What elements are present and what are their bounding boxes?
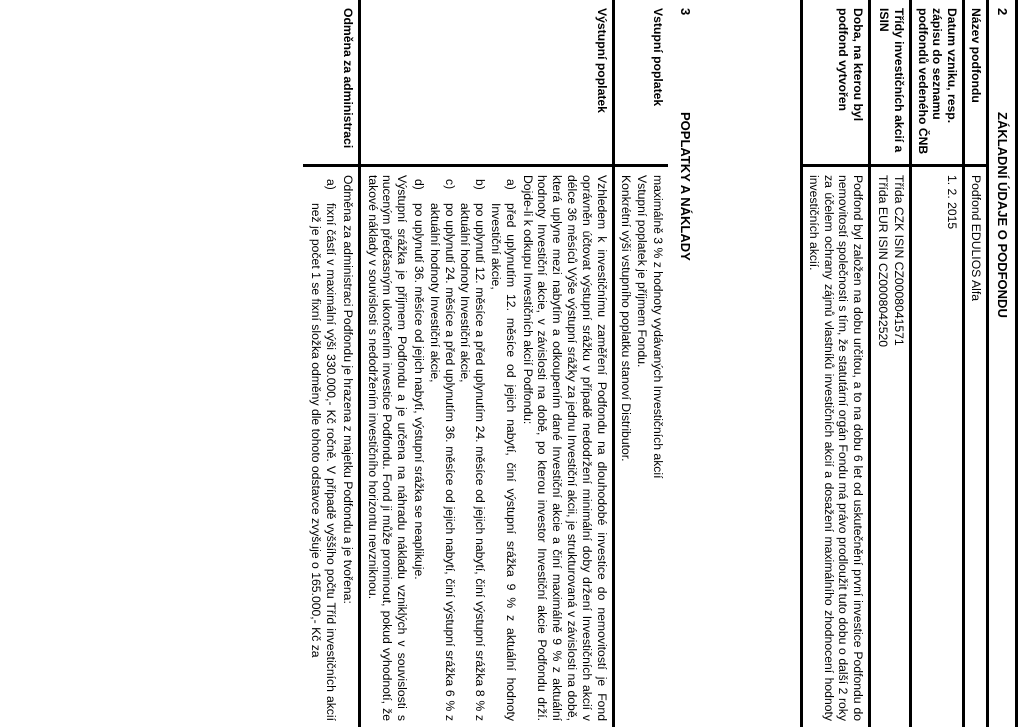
section-3-title: POPLATKY A NÁKLADY [678,112,693,261]
list-marker: c) [442,179,457,190]
admin-fee-value [303,166,359,727]
table-row [303,0,359,727]
section-2-number: 2 [995,8,1010,16]
entry-fee-line: maximálně 3 % z hodnoty vydávaných Investičních akcií [651,175,665,479]
list-marker: d) [412,179,427,190]
admin-fee-label: Odměna za administraci [340,8,355,149]
table-row [910,0,963,727]
list-item [488,179,518,721]
entry-fee-line: Vstupní poplatek je příjmem Fondu. [635,175,650,368]
table-row [359,0,613,727]
list-marker: a) [324,179,339,190]
list-marker: a) [503,179,518,190]
row-label: Datum vzniku, resp. zápisu do seznamu podfondů vedeného ČNB [910,0,963,166]
fees-table [303,0,668,727]
entry-fee-line: Konkrétní výši vstupního poplatku stanoví Distributor. [619,175,634,462]
isin-line: Třída CZK ISIN CZ0008041571 [891,175,906,346]
exit-fee-outro: Výstupní srážka je příjmem Podfondu a je určena na náhradu nákladu vzniklých v souvislosti s nuceným předčasným ukončením investice Podfondu. Fond ji může prominout, pokud vyhodnotí, že takové náklady v souvislosti s nedodržením investičního horizontu nevzniknou. [365,175,410,721]
list-item [427,179,457,721]
list-item-text: po uplynutí 36. měsíce od jejich nabytí, výstupní srážka se neaplikuje. [412,203,427,580]
entry-fee-label: Vstupní poplatek [613,0,668,166]
entry-fee-value [613,166,668,727]
list-item [411,179,427,721]
row-value: Podfond byl založen na dobu určitou, a to na dobu 6 let od uskutečnění první investice Podfondu do nemovitostí společnosti s tím, že statutární orgán Fondu má právo prodloužit tuto dobu o další 2 roky za účelem ochrany zájmů vlastníků investičních akcií a dosažení maximálního zhodnocení hodnoty investičních akcií. [802,166,870,727]
exit-fee-intro: Vzhledem k investičnímu zaměření Podfondu na dlouhodobé investice do nemovitostí je Fond oprávněn účtovat výstupní srážku v případě nedodržení minimální doby držení Investičních akcií v délce 36 měsíců Výše výstupní srážky za jednu Investiční akcii, je strukturovaná v závislosti na době, která uplyne mezi nabytím a odkoupením dané Investiční akcie a činí maximálně 9 % z aktuální hodnoty Investiční akcie, v závislosti na době, po kterou investor Investiční akcie Podfondu drží. Dojde-li k odkupu Investičních akcií Podfondu: [520,175,609,721]
list-item [308,179,339,721]
exit-fee-value [359,166,613,727]
table-row [870,0,911,727]
row-label: Název podfondu [964,0,986,166]
row-value [870,166,911,727]
list-item-text: po uplynutí 24. měsíce a před uplynutím 36. měsíce od jejich nabytí, činí výstupní srážka 6 % z aktuální hodnoty Investiční akcie, [427,203,457,721]
table-row [802,0,870,727]
table-row [964,0,986,727]
admin-fee-list [308,175,338,721]
basic-info-table [800,0,986,727]
section-2-title: ZÁKLADNÍ ÚDAJE O PODFONDU [995,112,1010,318]
exit-fee-label: Výstupní poplatek [359,0,613,166]
isin-line: Třída EUR ISIN CZ0008042520 [876,175,891,348]
list-item-text: po uplynutí 12. měsíce a před uplynutím 24. měsíce od jejich nabytí, činí výstupní srážka 8 % z aktuální hodnoty Investiční akcie, [458,203,488,721]
table-row [613,0,668,727]
section-2-header [986,0,1018,727]
list-item [458,179,488,721]
row-value: 1. 2. 2015 [910,166,963,727]
section-3-number: 3 [678,8,693,16]
row-label: Třídy investičních akcií a ISIN [870,0,911,166]
list-item-text: fixní částí v maximální výši 330.000,- Kč ročně. V případě vyššího počtu Tříd investičních akcií než je počet 1 se fixní složka odměny dle tohoto odstavce zvyšuje o 165.000,- Kč za [309,203,339,721]
row-label: Doba, na kterou byl podfond vytvořen [802,0,870,166]
admin-fee-intro: Odměna za administraci Podfondu je hrazena z majetku Podfondu a je tvořena: [340,175,355,604]
list-item-text: před uplynutím 12. měsíce od jejich nabytí, činí výstupní srážka 9 % z aktuální hodnoty Investiční akcie, [489,203,518,721]
list-marker: b) [473,179,488,190]
exit-fee-list [411,175,518,721]
section-3-header [672,0,698,727]
row-value: Podfond EDULIOS Alfa [964,166,986,727]
